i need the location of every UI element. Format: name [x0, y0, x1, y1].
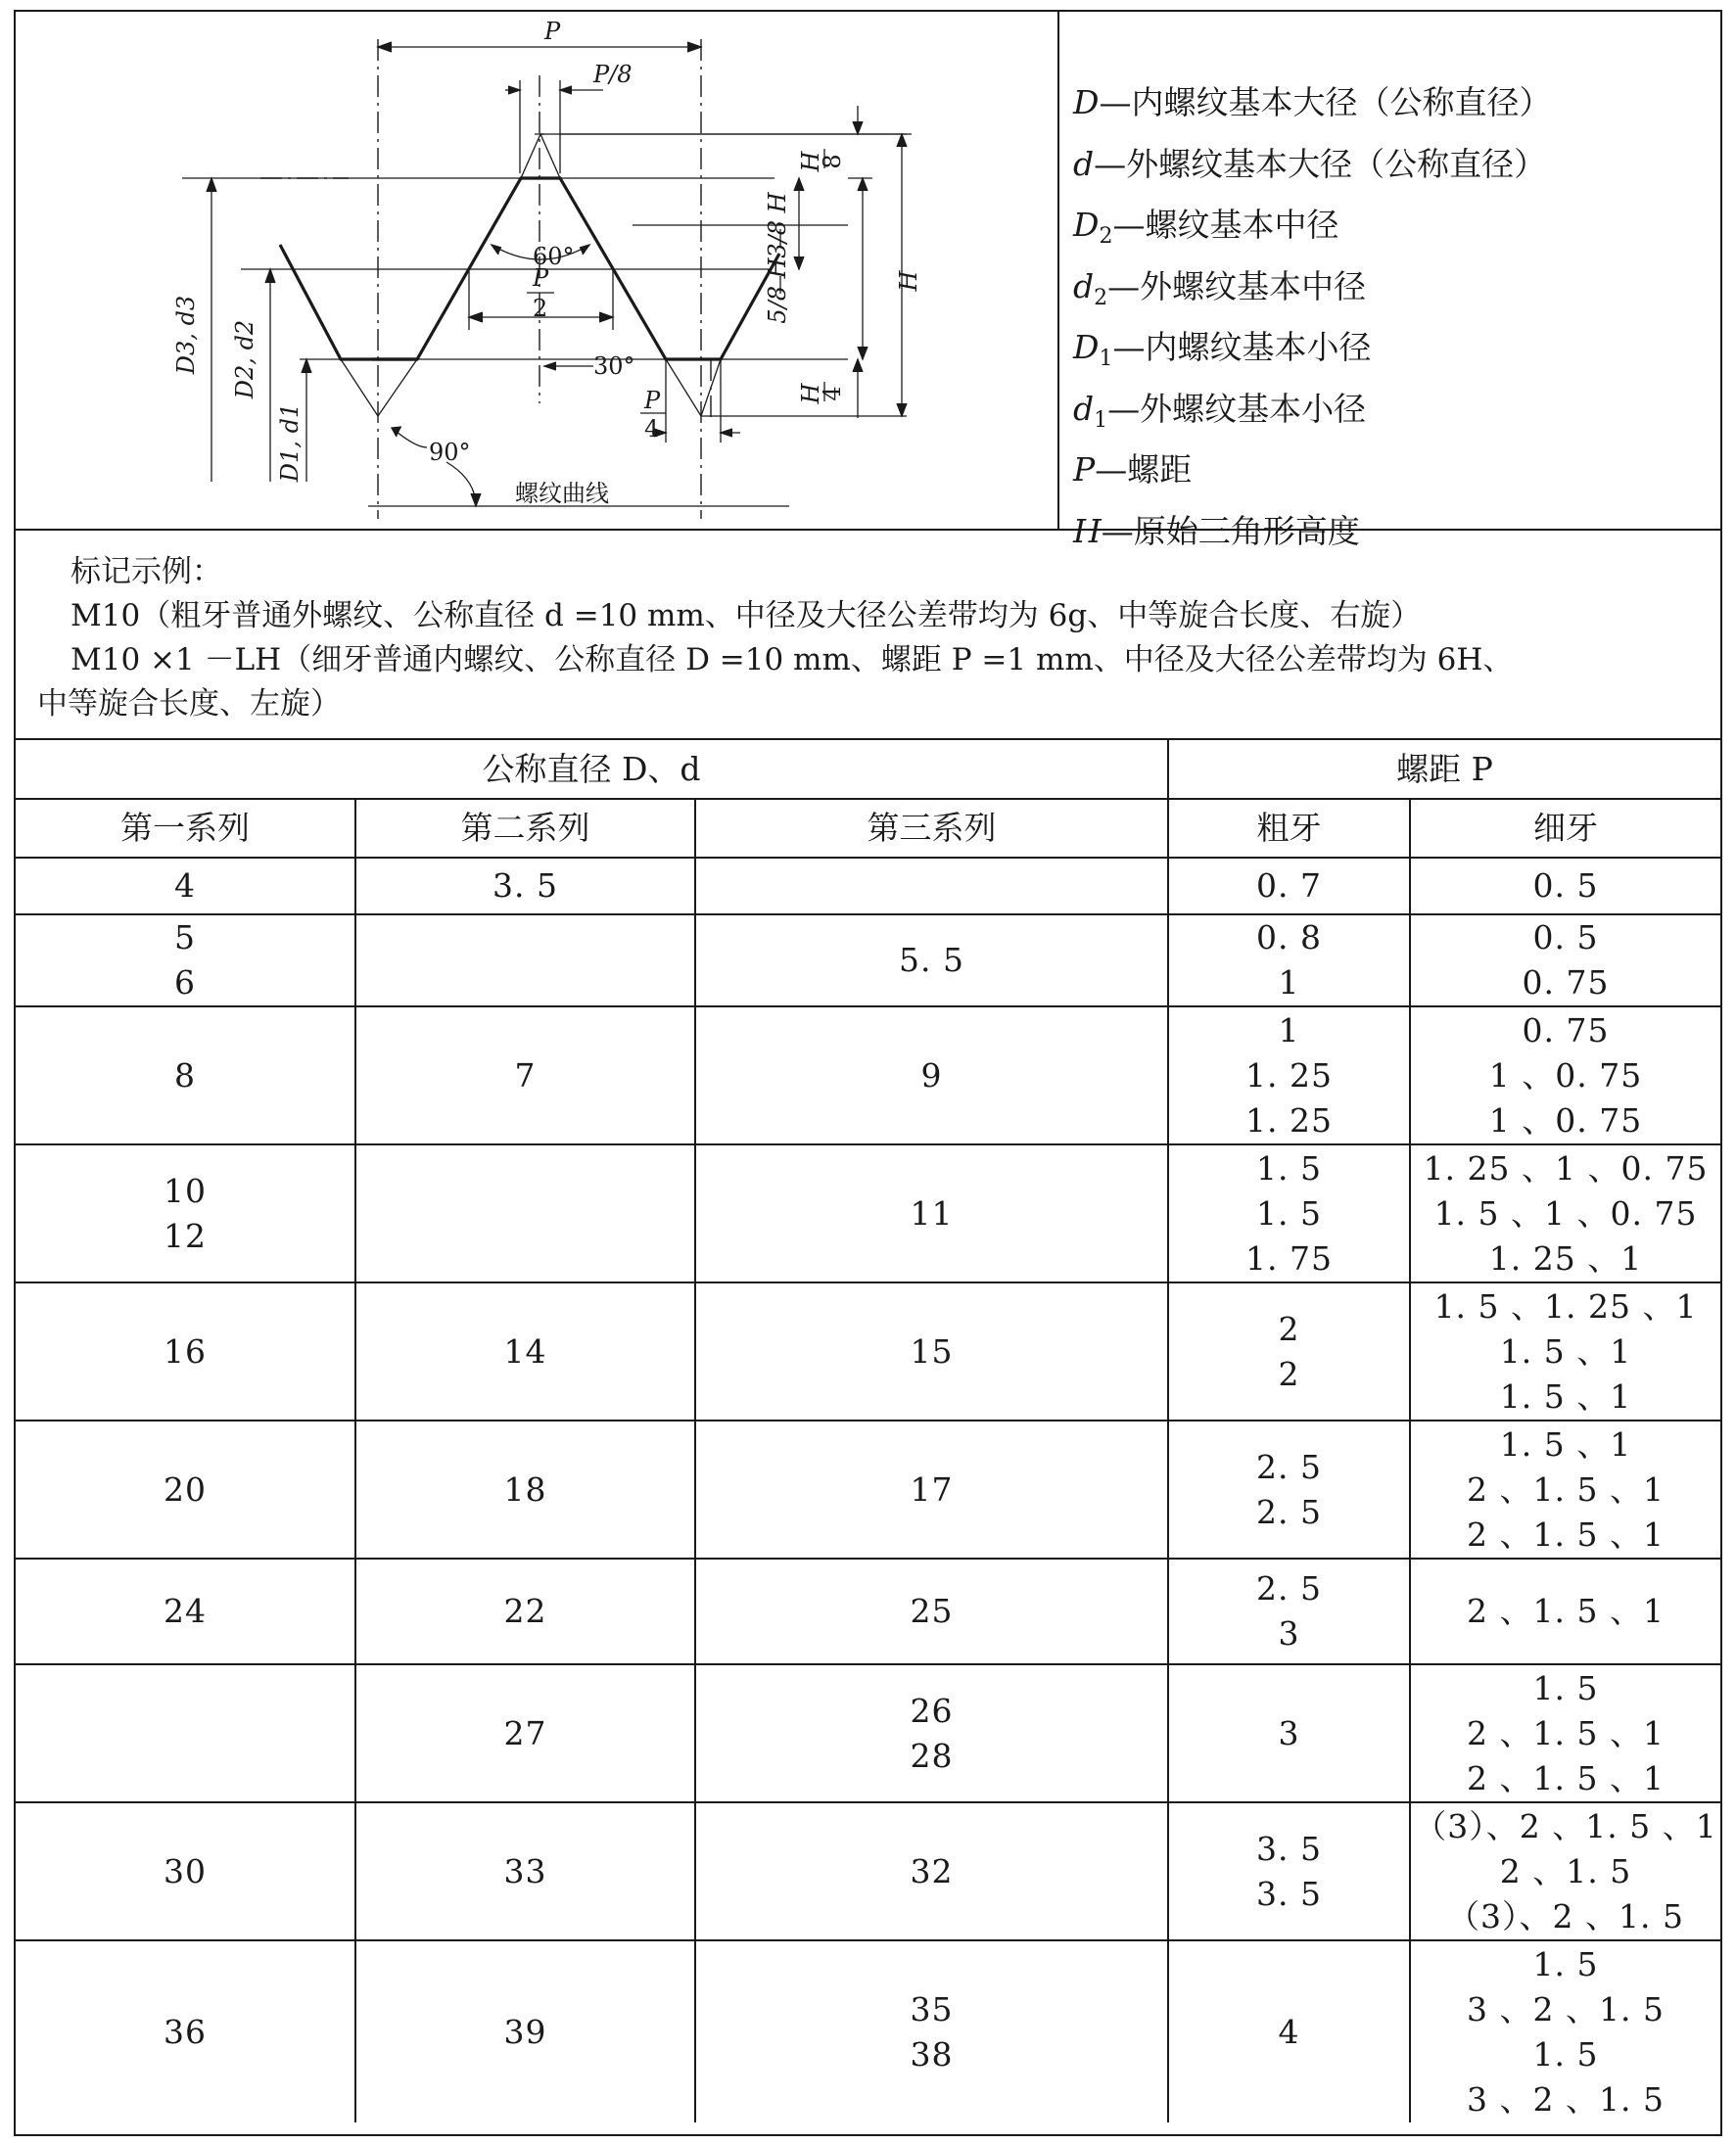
table-row — [16, 1940, 1720, 2122]
cell-value: 2 、1. 5 、1 — [1467, 1515, 1665, 1554]
cell-series-1 — [16, 1940, 355, 2122]
example-line-1: M10（粗牙普通外螺纹、公称直径 d =10 mm、中径及大径公差带均为 6g、中等旋合长度、右旋） — [70, 598, 1422, 633]
cell-coarse — [1168, 858, 1410, 914]
legend-item: d—外螺纹基本大径（公称直径） — [1073, 144, 1547, 183]
cell-series-2 — [355, 858, 695, 914]
cell-series-1 — [16, 858, 355, 914]
cell-value: 1. 5 、1 — [1499, 1424, 1632, 1464]
cell-fine — [1410, 1282, 1720, 1421]
cell-value: 30 — [164, 1851, 207, 1890]
cell-value: 1. 5 — [1532, 1944, 1599, 1983]
label-p2-num: P — [533, 264, 549, 292]
cell-value: 0. 5 — [1532, 866, 1599, 905]
cell-value: 2. 5 — [1256, 1492, 1322, 1531]
cell-value: 0. 75 — [1522, 963, 1610, 1002]
cell-series-3 — [695, 914, 1168, 1006]
cell-series-1 — [16, 1664, 355, 1802]
table-row — [16, 1006, 1720, 1144]
cell-series-3 — [695, 1664, 1168, 1802]
cell-series-1 — [16, 1144, 355, 1282]
document-frame — [14, 10, 1722, 2136]
legend-item: $D_2—$螺纹基本中径 — [1073, 206, 1339, 249]
table-row — [16, 1421, 1720, 1559]
cell-series-1 — [16, 1559, 355, 1664]
cell-series-2 — [355, 1421, 695, 1559]
cell-value: 2. 5 — [1256, 1447, 1322, 1486]
legend-item: P—螺距 — [1073, 450, 1193, 489]
table-row — [16, 1282, 1720, 1421]
cell-value: 0. 7 — [1256, 866, 1322, 905]
cell-series-3 — [695, 1144, 1168, 1282]
header-series-3: 第三系列 — [695, 799, 1168, 858]
cell-value: 1. 5 、1 — [1499, 1331, 1632, 1371]
cell-value: 2 、1. 5 、1 — [1467, 1758, 1665, 1797]
cell-value: 1. 5 、1 、0. 75 — [1433, 1193, 1698, 1233]
cell-value: 2 、1. 5 、1 — [1467, 1469, 1665, 1509]
label-d2: D2, d2 — [231, 319, 258, 399]
label-d1: D1, d1 — [276, 402, 304, 483]
cell-value: 3 — [1278, 1713, 1300, 1752]
cell-value: （3）、2 、1. 5 — [1447, 1896, 1684, 1935]
label-p4-den: 4 — [644, 415, 660, 443]
cell-value: 0. 5 — [1532, 918, 1599, 956]
cell-value: 1. 5 、1 — [1499, 1376, 1632, 1416]
cell-coarse — [1168, 1144, 1410, 1282]
cell-value: 28 — [910, 1736, 954, 1775]
cell-value: 15 — [910, 1331, 954, 1371]
cell-fine — [1410, 858, 1720, 914]
cell-value: 2 、1. 5 — [1499, 1851, 1632, 1890]
cell-value: 1 、0. 75 — [1488, 1100, 1643, 1140]
marking-examples — [16, 531, 1720, 740]
cell-series-3 — [695, 1421, 1168, 1559]
header-series-1: 第一系列 — [16, 799, 355, 858]
table-row — [16, 1664, 1720, 1802]
cell-value: 16 — [164, 1331, 207, 1371]
cell-value: 1. 5 — [1532, 1668, 1599, 1707]
cell-coarse — [1168, 1559, 1410, 1664]
header-pitch: 螺距 P — [1168, 740, 1720, 799]
cell-value: 3. 5 — [1256, 1874, 1322, 1913]
header-nominal-diameter: 公称直径 D、d — [16, 740, 1168, 799]
cell-value: 3. 5 — [493, 866, 558, 905]
table-body — [16, 858, 1720, 2122]
cell-coarse — [1168, 1421, 1410, 1559]
label-angle-60: 60° — [533, 243, 575, 270]
cell-value: 0. 8 — [1256, 918, 1322, 956]
cell-value: 7 — [514, 1055, 537, 1095]
legend-item: $D_1—$内螺纹基本小径 — [1073, 328, 1372, 371]
cell-series-1 — [16, 914, 355, 1006]
cell-value: 2 、1. 5 、1 — [1467, 1592, 1665, 1630]
cell-value: 1 — [1278, 963, 1300, 1002]
table-row — [16, 1559, 1720, 1664]
top-section — [16, 12, 1720, 550]
cell-value: 22 — [503, 1592, 547, 1630]
cell-value: 9 — [920, 1055, 943, 1095]
example-line-2: M10 ×1 －LH（细牙普通内螺纹、公称直径 D =10 mm、螺距 P =1 mm、中径及大径公差带均为 6H、 — [70, 642, 1514, 677]
cell-value: 26 — [910, 1691, 954, 1730]
cell-value: 4 — [1278, 2012, 1300, 2051]
cell-value: 35 — [910, 1989, 954, 2028]
cell-fine — [1410, 1559, 1720, 1664]
cell-fine — [1410, 1664, 1720, 1802]
cell-series-2 — [355, 1559, 695, 1664]
cell-coarse — [1168, 914, 1410, 1006]
cell-value: 1. 25 — [1245, 1100, 1333, 1140]
cell-value: 3 — [1278, 1614, 1300, 1653]
cell-value: 1 、0. 75 — [1488, 1055, 1643, 1095]
label-h4-num: H — [797, 383, 824, 404]
example-line-3: 中等旋合长度、左旋） — [37, 686, 341, 722]
cell-value: 14 — [503, 1331, 547, 1371]
cell-value: 3. 5 — [1256, 1829, 1322, 1868]
cell-value: 1. 75 — [1245, 1238, 1333, 1278]
cell-value: 1. 5 — [1532, 2034, 1599, 2074]
label-h4-den: 4 — [819, 386, 846, 401]
cell-value: 8 — [174, 1055, 196, 1095]
cell-value: 39 — [503, 2012, 547, 2051]
table-row — [16, 1802, 1720, 1940]
cell-value: 11 — [910, 1193, 954, 1233]
table-row — [16, 914, 1720, 1006]
cell-series-2 — [355, 1006, 695, 1144]
cell-value: 1. 25 、1 、0. 75 — [1423, 1148, 1709, 1188]
cell-series-3 — [695, 1282, 1168, 1421]
label-p8: P/8 — [593, 61, 633, 88]
label-h: H — [895, 270, 922, 292]
cell-value: 27 — [503, 1713, 547, 1752]
cell-series-2 — [355, 1664, 695, 1802]
cell-value: 10 — [164, 1171, 207, 1210]
label-h58: 5/8 H — [764, 257, 791, 324]
cell-value: 17 — [910, 1469, 954, 1509]
cell-value: 1 — [1278, 1010, 1300, 1049]
cell-value: 18 — [503, 1469, 547, 1509]
cell-value: 33 — [503, 1851, 547, 1890]
cell-value: 36 — [164, 2012, 207, 2051]
cell-value: 20 — [164, 1469, 207, 1509]
label-thread-curve: 螺纹曲线 — [515, 480, 609, 507]
cell-series-2 — [355, 1802, 695, 1940]
cell-coarse — [1168, 1282, 1410, 1421]
cell-series-1 — [16, 1006, 355, 1144]
cell-value: 1. 5 、1. 25 、1 — [1433, 1286, 1698, 1326]
cell-fine — [1410, 1144, 1720, 1282]
label-d3: D3, d3 — [172, 295, 200, 375]
cell-value: 1. 5 — [1256, 1193, 1322, 1233]
cell-value: 12 — [164, 1216, 207, 1255]
cell-value: 2 、1. 5 、1 — [1467, 1713, 1665, 1752]
legend-item: $d_1—$外螺纹基本小径 — [1073, 389, 1367, 433]
symbol-legend — [1073, 78, 1710, 568]
cell-value: 4 — [174, 866, 196, 905]
cell-series-1 — [16, 1282, 355, 1421]
header-fine: 细牙 — [1410, 799, 1720, 858]
cell-value: 1. 5 — [1256, 1148, 1322, 1188]
cell-value: 24 — [164, 1592, 207, 1630]
cell-value: 0. 75 — [1522, 1010, 1610, 1049]
cell-series-1 — [16, 1802, 355, 1940]
legend-item: $d_2—$外螺纹基本中径 — [1073, 266, 1367, 310]
cell-value: 2 — [1278, 1309, 1300, 1348]
label-p2-den: 2 — [533, 295, 548, 322]
thread-size-table — [16, 740, 1720, 2122]
cell-value: 3 、2 、1. 5 — [1467, 2079, 1665, 2119]
cell-series-3 — [695, 1802, 1168, 1940]
cell-fine — [1410, 1421, 1720, 1559]
cell-value: 38 — [910, 2034, 954, 2074]
cell-value: 32 — [910, 1851, 954, 1890]
cell-series-1 — [16, 1421, 355, 1559]
cell-fine — [1410, 1802, 1720, 1940]
legend-item: H—原始三角形高度 — [1073, 511, 1360, 550]
table-row — [16, 858, 1720, 914]
cell-fine — [1410, 1006, 1720, 1144]
label-p: P — [544, 18, 561, 45]
label-angle-90: 90° — [429, 439, 471, 466]
cell-series-3 — [695, 858, 1168, 914]
label-h8-den: 8 — [819, 154, 846, 169]
cell-value: 6 — [174, 963, 196, 1002]
cell-value: 25 — [910, 1592, 954, 1630]
cell-value: （3）、2 、1. 5 、1 — [1414, 1806, 1717, 1845]
cell-value: 5 — [174, 918, 196, 956]
label-h38: 3/8 H — [764, 192, 791, 258]
cell-series-3 — [695, 1940, 1168, 2122]
cell-value: 1. 25 、1 — [1488, 1238, 1643, 1278]
cell-value: 2 — [1278, 1354, 1300, 1393]
cell-value: 1. 25 — [1245, 1055, 1333, 1095]
table-row — [16, 1144, 1720, 1282]
thread-profile-diagram — [16, 12, 1059, 529]
cell-series-2 — [355, 1144, 695, 1282]
cell-value: 3 、2 、1. 5 — [1467, 1989, 1665, 2028]
cell-fine — [1410, 914, 1720, 1006]
cell-series-2 — [355, 914, 695, 1006]
header-series-2: 第二系列 — [355, 799, 695, 858]
examples-heading: 标记示例： — [70, 554, 222, 589]
cell-series-2 — [355, 1282, 695, 1421]
label-p4-num: P — [644, 387, 661, 414]
label-h8-num: H — [797, 151, 824, 172]
cell-series-3 — [695, 1006, 1168, 1144]
cell-fine — [1410, 1940, 1720, 2122]
cell-coarse — [1168, 1802, 1410, 1940]
cell-coarse — [1168, 1940, 1410, 2122]
cell-series-3 — [695, 1559, 1168, 1664]
legend-item: D—内螺纹基本大径（公称直径） — [1073, 83, 1552, 121]
header-coarse: 粗牙 — [1168, 799, 1410, 858]
cell-value: 2. 5 — [1256, 1569, 1322, 1608]
cell-value: 5. 5 — [899, 941, 964, 979]
cell-series-2 — [355, 1940, 695, 2122]
column-header-row — [16, 799, 1720, 858]
cell-coarse — [1168, 1664, 1410, 1802]
cell-coarse — [1168, 1006, 1410, 1144]
group-header-row — [16, 740, 1720, 799]
label-angle-30: 30° — [593, 352, 635, 380]
